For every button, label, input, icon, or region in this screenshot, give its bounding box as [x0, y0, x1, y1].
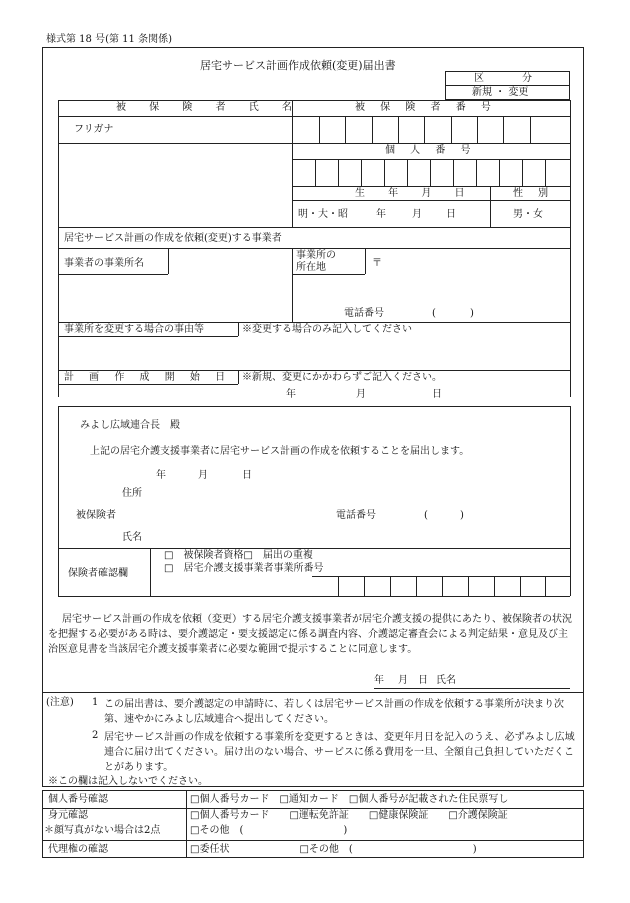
note-2: 居宅サービス計画の作成を依頼する事業所を変更するときは、変更年月日を記入のうえ、必ずみよし広域連合に届け出てください。届け出のない場合、サービスに係る費用を一旦、全額自己負担していただくことがあります。 — [104, 732, 575, 773]
verify-options-identity[interactable]: □個人番号カード □運転免許証 □健康保険証 □介護保険証 — [190, 810, 508, 821]
declaration: 上記の居宅介護支援事業者に居宅サービス計画の作成を依頼することを届出します。 — [90, 446, 470, 457]
verify-label-personal-number: 個人番号確認 — [48, 794, 108, 805]
postal-mark: 〒 — [372, 258, 382, 269]
insured-number-label: 被 保 険 者 番 号 — [355, 102, 497, 113]
provider-office-name-label: 事業者の事業所名 — [64, 258, 144, 269]
furigana-label: フリガナ — [74, 124, 114, 135]
plan-start-note: ※新規、変更にかかわらずご記入ください。 — [242, 372, 442, 383]
verify-label-photo: ＊顔写真がない場合は2点 — [44, 825, 161, 836]
category-value[interactable]: 新規 ・ 変更 — [472, 87, 529, 98]
insurer-check-2[interactable]: □ 居宅介護支援事業者事業所番号 — [164, 563, 324, 574]
gender-options[interactable]: 男・女 — [513, 209, 543, 220]
addressee: みよし広域連合長 殿 — [80, 420, 180, 431]
insured-name-label: 被 保 険 者 氏 名 — [116, 102, 302, 113]
plan-start-label: 計 画 作 成 開 始 日 — [64, 372, 232, 383]
phone-label: 電話番号 — [344, 308, 384, 319]
gender-label: 性 別 — [513, 188, 555, 199]
insurer-check-label: 保険者確認欄 — [68, 568, 128, 579]
consent-text: 居宅サービス計画の作成を依頼（変更）する居宅介護支援事業者が居宅介護支援の提供にあたり、被保険者の状況を把握する必要がある時は、要介護認定・要支援認定に係る調査内容、介護認定審査会による判定結果・意見及び主治医意見書を当該居宅介護支援事業者に必要な範囲で提示することに同意します。 — [48, 614, 572, 655]
name-label: 氏名 — [122, 532, 142, 543]
change-reason-label: 事業所を変更する場合の事由等 — [64, 324, 204, 335]
personal-number-label: 個 人 番 号 — [385, 145, 477, 156]
insurer-check-1[interactable]: □ 被保険者資格□ 届出の重複 — [164, 550, 313, 561]
verify-label-identity: 身元確認 — [48, 810, 88, 821]
form-title: 居宅サービス計画作成依頼(変更)届出書 — [200, 59, 396, 72]
form-frame — [42, 47, 584, 787]
change-reason-note: ※変更する場合のみ記入してください — [242, 324, 412, 335]
note-1: この届出書は、要介護認定の申請時に、若しくは居宅サービス計画の作成を依頼する事業所が決まり次第、速やかにみよし広域連合へ提出してください。 — [104, 699, 564, 725]
verify-options-other[interactable]: □その他 ( ) — [190, 825, 348, 836]
era-options[interactable]: 明・大・昭 — [298, 209, 348, 220]
form-number: 様式第 18 号(第 11 条関係) — [46, 34, 172, 45]
verify-label-agency: 代理権の確認 — [48, 844, 108, 855]
address-label: 住所 — [122, 488, 142, 499]
office-use-note: ※この欄は記入しないでください。 — [48, 776, 208, 787]
provider-section-label: 居宅サービス計画の作成を依頼(変更)する事業者 — [64, 233, 282, 244]
notes-label: (注意) — [46, 697, 74, 708]
consent-name-label: 氏名 — [436, 675, 456, 686]
verify-options-agency[interactable]: □委任状 □その他 ( ) — [190, 844, 477, 855]
insured-label: 被保険者 — [76, 510, 116, 521]
category-label: 区 分 — [474, 73, 538, 84]
verify-options-personal-number[interactable]: □個人番号カード □通知カード □個人番号が記載された住民票写し — [190, 794, 509, 805]
birthdate-label: 生 年 月 日 — [355, 188, 475, 199]
